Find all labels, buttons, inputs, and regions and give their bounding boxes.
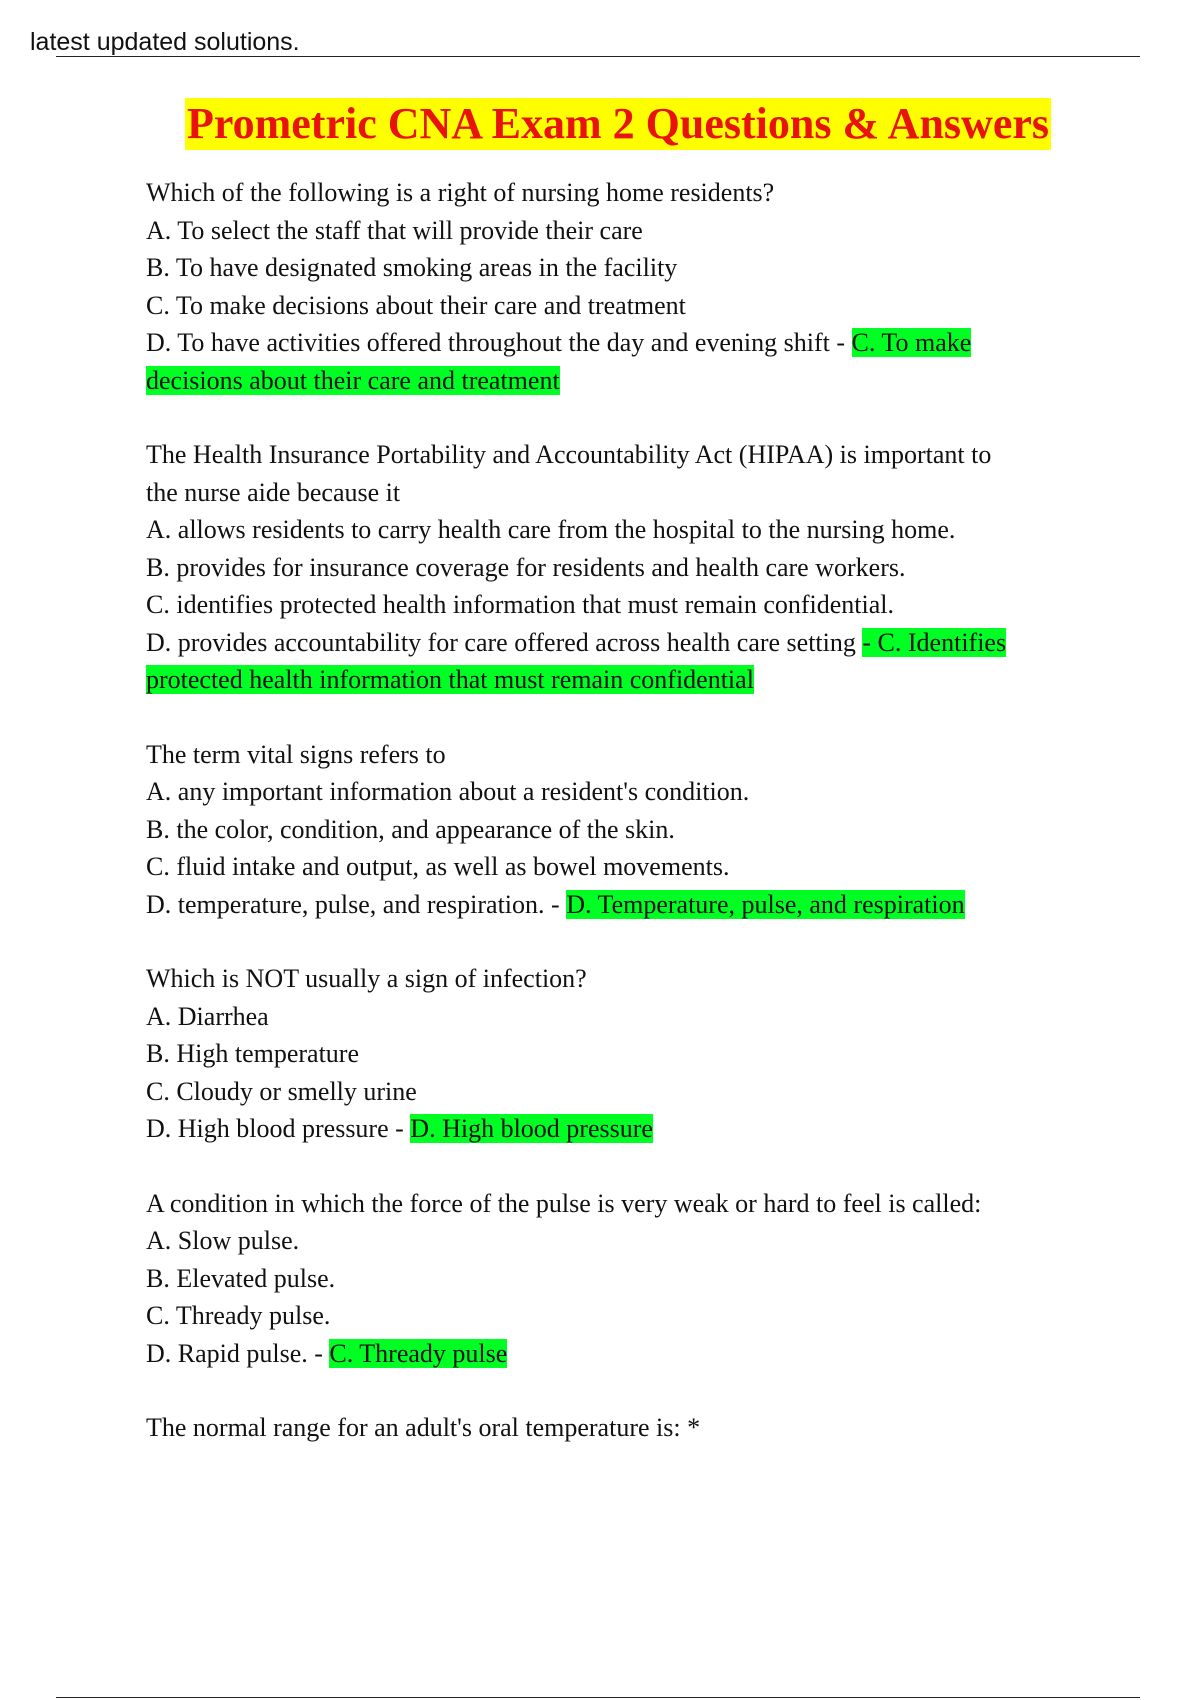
option-d-line bbox=[146, 624, 1086, 662]
option-a: A. Diarrhea bbox=[146, 1001, 269, 1031]
answer-continuation-line bbox=[146, 362, 1086, 400]
document-title: Prometric CNA Exam 2 Questions & Answers bbox=[187, 99, 1049, 148]
option-d-line bbox=[146, 1110, 1086, 1148]
question-block-1 bbox=[146, 174, 1086, 399]
option-d: D. Rapid pulse. - bbox=[146, 1338, 330, 1368]
questions-content bbox=[146, 174, 1086, 1484]
question-text: The normal range for an adult's oral temperature is: * bbox=[146, 1413, 701, 1442]
answer-highlight: C. To make bbox=[851, 328, 972, 357]
question-text: The Health Insurance Portability and Accountability Act (HIPAA) is important to bbox=[146, 440, 992, 469]
header-rule bbox=[56, 56, 1140, 57]
question-text: The term vital signs refers to bbox=[146, 739, 446, 769]
question-text: Which of the following is a right of nursing home residents? bbox=[146, 178, 775, 207]
answer-highlight: C. Thready pulse bbox=[329, 1338, 508, 1368]
option-a: A. allows residents to carry health care from the hospital to the nursing home. bbox=[146, 515, 956, 544]
title-container bbox=[0, 98, 1200, 150]
option-d: D. To have activities offered throughout the day and evening shift - bbox=[146, 328, 852, 357]
option-d: D. High blood pressure - bbox=[146, 1114, 411, 1143]
question-text: Which is NOT usually a sign of infection? bbox=[146, 964, 587, 993]
option-a: A. To select the staff that will provide their care bbox=[146, 215, 643, 245]
answer-highlight-continued: protected health information that must remain confidential bbox=[146, 665, 754, 694]
footer-rule bbox=[56, 1697, 1140, 1698]
option-b: B. Elevated pulse. bbox=[146, 1263, 336, 1293]
answer-highlight-continued: decisions about their care and treatment bbox=[146, 365, 560, 395]
question-text: A condition in which the force of the pulse is very weak or hard to feel is called: bbox=[146, 1188, 982, 1218]
answer-highlight: D. Temperature, pulse, and respiration bbox=[566, 889, 965, 919]
option-c: C. Thready pulse. bbox=[146, 1301, 331, 1330]
option-b: B. To have designated smoking areas in the facility bbox=[146, 253, 678, 282]
question-text-continued: the nurse aide because it bbox=[146, 477, 401, 507]
question-block-3 bbox=[146, 736, 1086, 924]
answer-continuation-line bbox=[146, 661, 1086, 699]
option-d-line bbox=[146, 1335, 1086, 1373]
question-block-6 bbox=[146, 1409, 1086, 1447]
answer-highlight: D. High blood pressure bbox=[410, 1114, 653, 1143]
option-d-line bbox=[146, 324, 1086, 362]
option-b: B. High temperature bbox=[146, 1039, 359, 1068]
question-block-4 bbox=[146, 960, 1086, 1148]
option-a: A. Slow pulse. bbox=[146, 1226, 300, 1255]
option-a: A. any important information about a resident's condition. bbox=[146, 777, 750, 806]
option-c: C. Cloudy or smelly urine bbox=[146, 1076, 417, 1106]
option-d-line bbox=[146, 886, 1086, 924]
option-c: C. To make decisions about their care and treatment bbox=[146, 290, 686, 320]
option-b: B. the color, condition, and appearance of the skin. bbox=[146, 814, 675, 844]
option-d: D. temperature, pulse, and respiration. - bbox=[146, 889, 567, 919]
question-block-2 bbox=[146, 436, 1086, 699]
option-c: C. fluid intake and output, as well as bowel movements. bbox=[146, 852, 730, 881]
answer-highlight: - C. Identifies bbox=[862, 627, 1007, 657]
question-block-5 bbox=[146, 1185, 1086, 1373]
option-d: D. provides accountability for care offered across health care setting bbox=[146, 627, 863, 657]
option-b: B. provides for insurance coverage for residents and health care workers. bbox=[146, 552, 906, 582]
page-header-text: latest updated solutions. bbox=[30, 28, 300, 56]
option-c: C. identifies protected health information that must remain confidential. bbox=[146, 590, 895, 619]
